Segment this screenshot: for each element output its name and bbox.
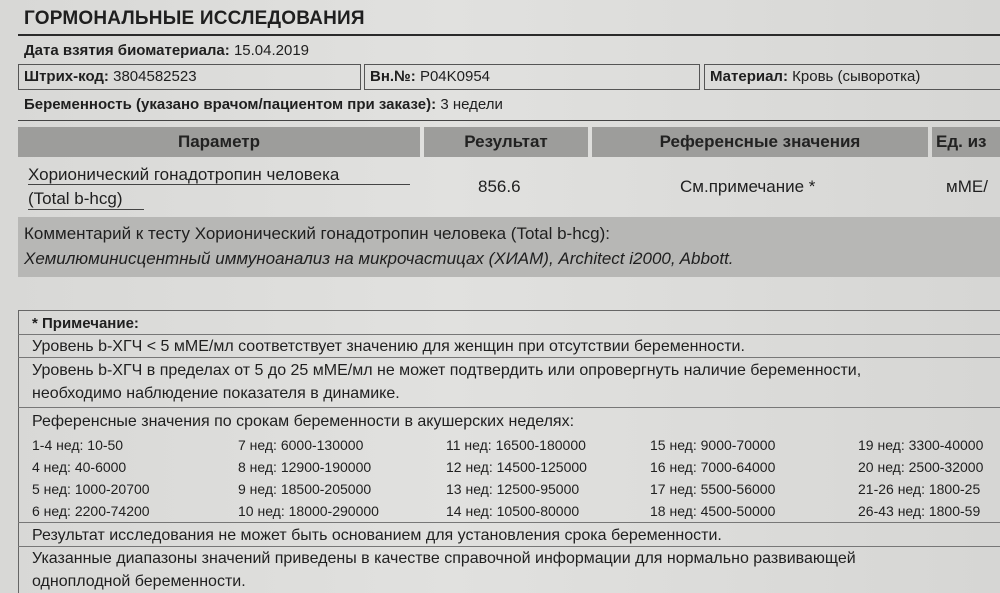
week-row-1-col-5: 19 нед: 3300-40000 <box>858 437 984 453</box>
weeks-heading: Референсные значения по срокам беременности в акушерских неделях: <box>32 413 575 430</box>
barcode-label: Штрих-код: <box>24 68 109 85</box>
note-title: * Примечание: <box>32 315 139 332</box>
pregnancy-field <box>24 96 503 113</box>
comment-line-2: Хемилюминисцентный иммуноанализ на микрочастицах (ХИАМ), Architect i2000, Abbott. <box>24 249 734 268</box>
collection-date-field <box>24 42 309 59</box>
parameter-line-2: (Total b-hcg) <box>28 189 123 208</box>
week-row-2-col-3: 12 нед: 14500-125000 <box>446 459 587 475</box>
note-divider-5 <box>18 546 1000 547</box>
footer-line-1: Результат исследования не может быть основанием для установления срока беременности. <box>32 527 722 544</box>
reference-value: См.примечание * <box>680 177 816 196</box>
barcode-value: 3804582523 <box>113 68 197 85</box>
week-row-3-col-1: 5 нед: 1000-20700 <box>32 481 150 497</box>
week-row-2-col-4: 16 нед: 7000-64000 <box>650 459 776 475</box>
note-divider-3 <box>18 407 1000 408</box>
pregnancy-value: 3 недели <box>440 96 503 113</box>
week-row-4-col-4: 18 нед: 4500-50000 <box>650 503 776 519</box>
note-line-2a: Уровень b-ХГЧ в пределах от 5 до 25 мМЕ/мл не может подтвердить или опровергнуть наличие беременности, <box>32 362 862 379</box>
comment-line-1: Комментарий к тесту Хорионический гонадотропин человека (Total b-hcg): <box>24 224 610 243</box>
note-divider-2 <box>18 357 1000 358</box>
footer-line-2b: одноплодной беременности. <box>32 573 246 590</box>
week-row-4-col-3: 14 нед: 10500-80000 <box>446 503 580 519</box>
material-value: Кровь (сыворотка) <box>792 68 921 85</box>
table-header-result: Результат <box>424 127 588 157</box>
collection-date-label: Дата взятия биоматериала: <box>24 42 230 59</box>
week-row-3-col-3: 13 нед: 12500-95000 <box>446 481 580 497</box>
material-field <box>710 68 920 85</box>
unit-value: мМЕ/ <box>946 177 988 196</box>
note-divider-1 <box>18 334 1000 335</box>
footer-line-2a: Указанные диапазоны значений приведены в качестве справочной информации для нормально развивающей <box>32 550 856 567</box>
week-row-4-col-2: 10 нед: 18000-290000 <box>238 503 379 519</box>
week-row-2-col-2: 8 нед: 12900-190000 <box>238 459 372 475</box>
week-row-1-col-2: 7 нед: 6000-130000 <box>238 437 364 453</box>
week-row-4-col-5: 26-43 нед: 1800-59 <box>858 503 981 519</box>
week-row-1-col-1: 1-4 нед: 10-50 <box>32 437 124 453</box>
week-row-3-col-2: 9 нед: 18500-205000 <box>238 481 372 497</box>
pregnancy-label: Беременность (указано врачом/пациентом при заказе): <box>24 96 437 113</box>
report-title: ГОРМОНАЛЬНЫЕ ИССЛЕДОВАНИЯ <box>24 8 365 29</box>
week-row-3-col-5: 21-26 нед: 1800-25 <box>858 481 981 497</box>
title-divider <box>18 34 1000 36</box>
internal-number-value: P04K0954 <box>419 68 491 85</box>
internal-number-label: Вн.№: <box>370 68 416 85</box>
parameter-line-1: Хорионический гонадотропин человека <box>28 165 340 184</box>
collection-date-value: 15.04.2019 <box>233 42 310 59</box>
result-value: 856.6 <box>478 177 521 196</box>
internal-number-field <box>370 68 490 85</box>
week-row-2-col-5: 20 нед: 2500-32000 <box>858 459 984 475</box>
week-row-2-col-1: 4 нед: 40-6000 <box>32 459 127 475</box>
header-divider <box>18 120 1000 121</box>
table-header-parameter: Параметр <box>18 127 420 157</box>
parameter-underline-2 <box>28 209 144 210</box>
parameter-underline-1 <box>28 184 410 185</box>
note-line-2b: необходимо наблюдение показателя в динамике. <box>32 385 400 402</box>
week-row-1-col-4: 15 нед: 9000-70000 <box>650 437 776 453</box>
note-line-1: Уровень b-ХГЧ < 5 мМЕ/мл соответствует значению для женщин при отсутствии беременности. <box>32 338 745 355</box>
table-header-unit: Ед. из <box>932 127 1000 157</box>
note-divider-4 <box>18 522 1000 523</box>
table-header-reference: Референсные значения <box>592 127 928 157</box>
week-row-4-col-1: 6 нед: 2200-74200 <box>32 503 150 519</box>
material-label: Материал: <box>710 68 788 85</box>
barcode-field <box>24 68 197 85</box>
week-row-3-col-4: 17 нед: 5500-56000 <box>650 481 776 497</box>
week-row-1-col-3: 11 нед: 16500-180000 <box>446 437 586 453</box>
